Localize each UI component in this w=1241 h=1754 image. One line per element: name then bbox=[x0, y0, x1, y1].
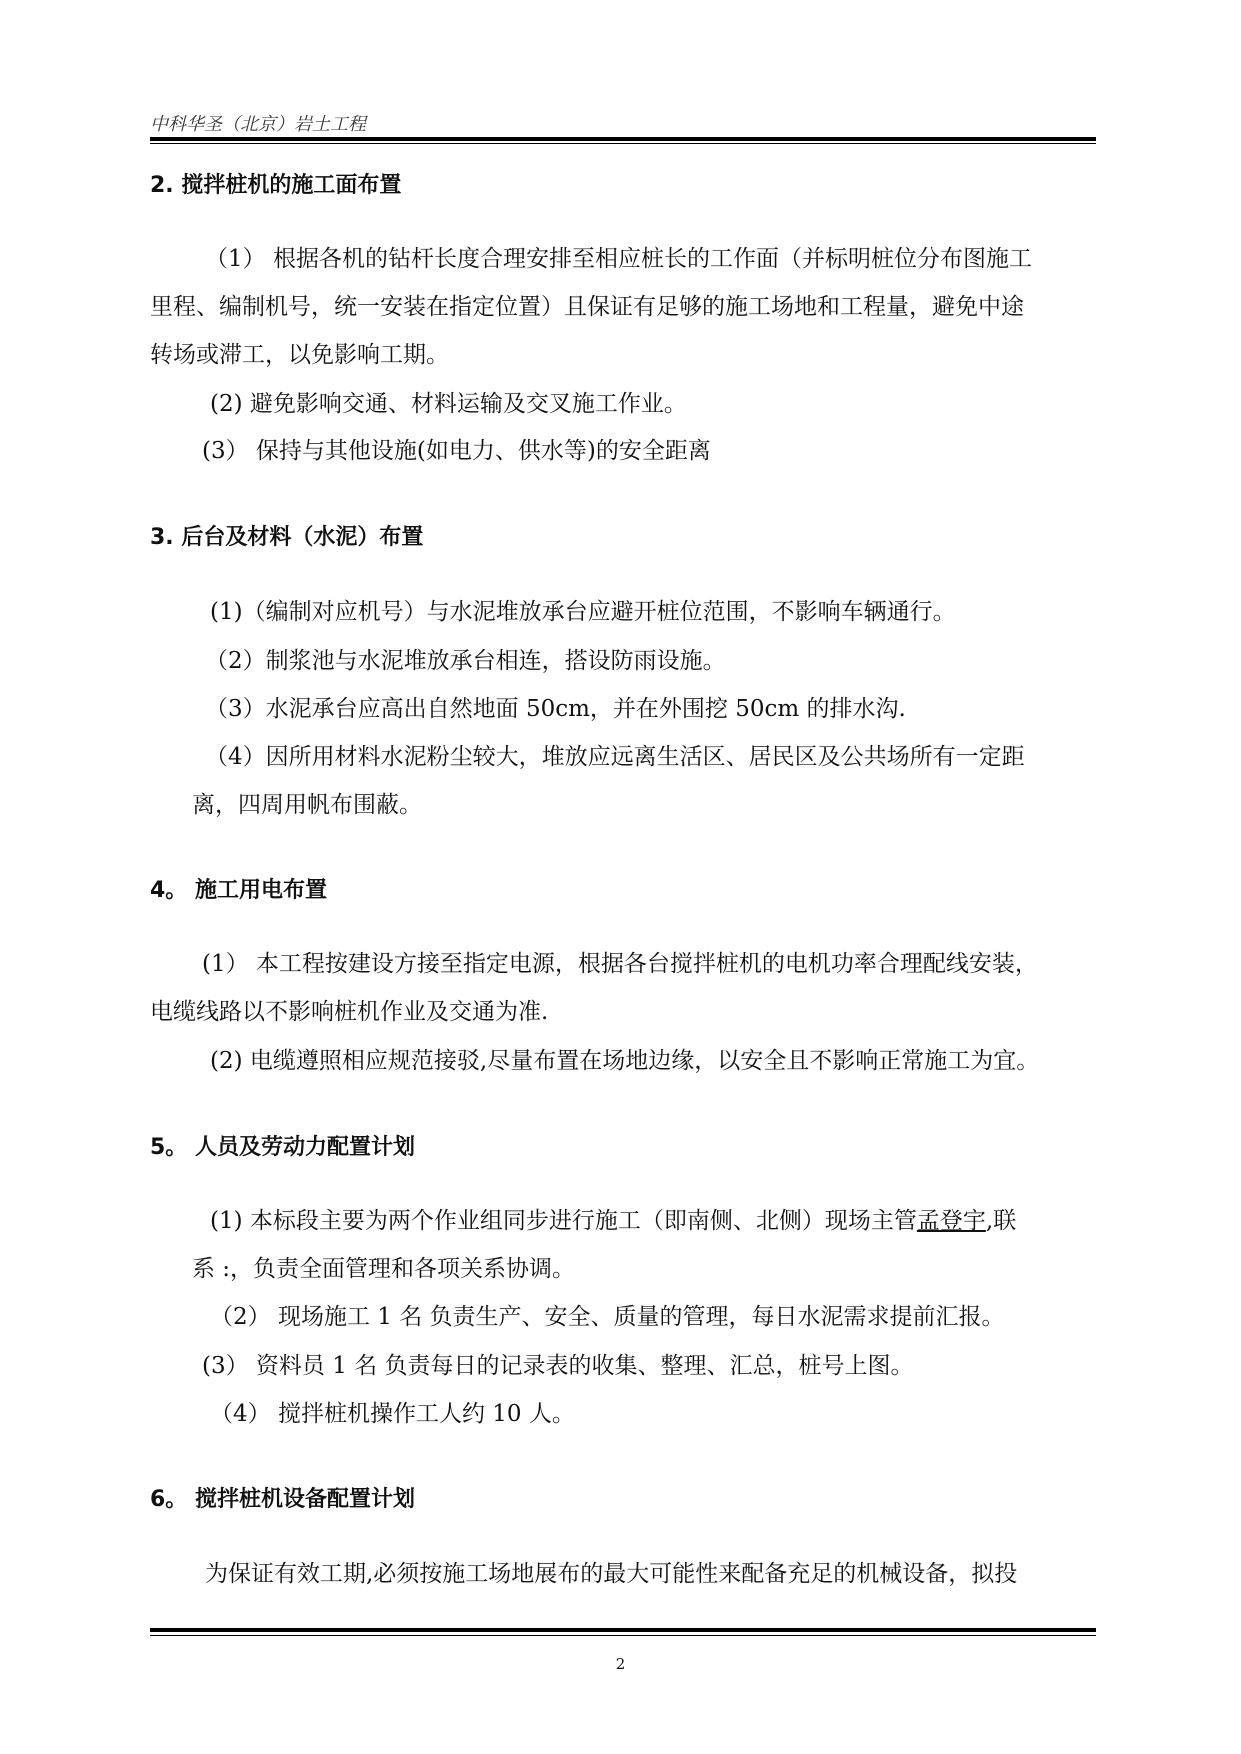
section-heading: 4。 施工用电布置 bbox=[150, 878, 327, 903]
paragraph-line: 里程、编制机号，统一安装在指定位置）且保证有足够的施工场地和工程量，避免中途 bbox=[150, 294, 1024, 320]
paragraph-line: （2）制浆池与水泥堆放承台相连，搭设防雨设施。 bbox=[205, 648, 726, 674]
paragraph-line: (1） 本工程按建设方接至指定电源，根据各台搅拌桩机的电机功率合理配线安装， bbox=[202, 951, 1038, 977]
paragraph-line: (3） 保持与其他设施(如电力、供水等)的安全距离 bbox=[202, 438, 711, 464]
paragraph-line: （4） 搅拌桩机操作工人约 10 人。 bbox=[210, 1401, 575, 1427]
paragraph-line: 转场或滞工，以免影响工期。 bbox=[150, 342, 449, 368]
section-heading: 6。 搅拌桩机设备配置计划 bbox=[150, 1487, 415, 1512]
paragraph-line: (2) 避免影响交通、材料运输及交叉施工作业。 bbox=[210, 391, 687, 417]
paragraph-line: （1） 根据各机的钻杆长度合理安排至相应桩长的工作面（并标明桩位分布图施工 bbox=[205, 246, 1032, 272]
paragraph-line: (1)（编制对应机号）与水泥堆放承台应避开桩位范围，不影响车辆通行。 bbox=[210, 599, 956, 625]
paragraph-text: (1) 本标段主要为两个作业组同步进行施工（即南侧、北侧）现场主管 bbox=[210, 1208, 917, 1234]
paragraph-line: 离，四周用帆布围蔽。 bbox=[192, 792, 422, 818]
footer-rule-thick bbox=[150, 1628, 1096, 1632]
section-heading: 3. 后台及材料（水泥）布置 bbox=[150, 525, 424, 550]
paragraph-line: （4）因所用材料水泥粉尘较大，堆放应远离生活区、居民区及公共场所有一定距 bbox=[205, 744, 1025, 770]
paragraph-line: (2) 电缆遵照相应规范接驳,尽量布置在场地边缘，以安全且不影响正常施工为宜。 bbox=[210, 1048, 1040, 1074]
paragraph-line: 系 :，负责全面管理和各项关系协调。 bbox=[192, 1256, 576, 1282]
manager-name: 孟登宇 bbox=[916, 1208, 986, 1234]
paragraph-text: ,联 bbox=[985, 1208, 1017, 1234]
header-rule-thick bbox=[150, 137, 1096, 141]
section-heading: 5。 人员及劳动力配置计划 bbox=[150, 1135, 415, 1160]
section-heading: 2. 搅拌桩机的施工面布置 bbox=[150, 173, 402, 198]
running-header: 中科华圣（北京）岩土工程 bbox=[150, 114, 366, 135]
paragraph-line: （2） 现场施工 1 名 负责生产、安全、质量的管理，每日水泥需求提前汇报。 bbox=[210, 1304, 1005, 1330]
paragraph-line: （3）水泥承台应高出自然地面 50cm，并在外围挖 50cm 的排水沟. bbox=[205, 696, 906, 722]
paragraph-line: 为保证有效工期,必须按施工场地展布的最大可能性来配备充足的机械设备，拟投 bbox=[205, 1561, 1018, 1587]
paragraph-line: (3） 资料员 1 名 负责每日的记录表的收集、整理、汇总，桩号上图。 bbox=[202, 1353, 914, 1379]
page-number: 2 bbox=[615, 1655, 626, 1673]
paragraph-line bbox=[210, 1210, 1016, 1233]
paragraph-line: 电缆线路以不影响桩机作业及交通为准. bbox=[150, 999, 549, 1025]
footer-rule-thin bbox=[150, 1635, 1096, 1636]
header-rule-thin bbox=[150, 143, 1096, 144]
